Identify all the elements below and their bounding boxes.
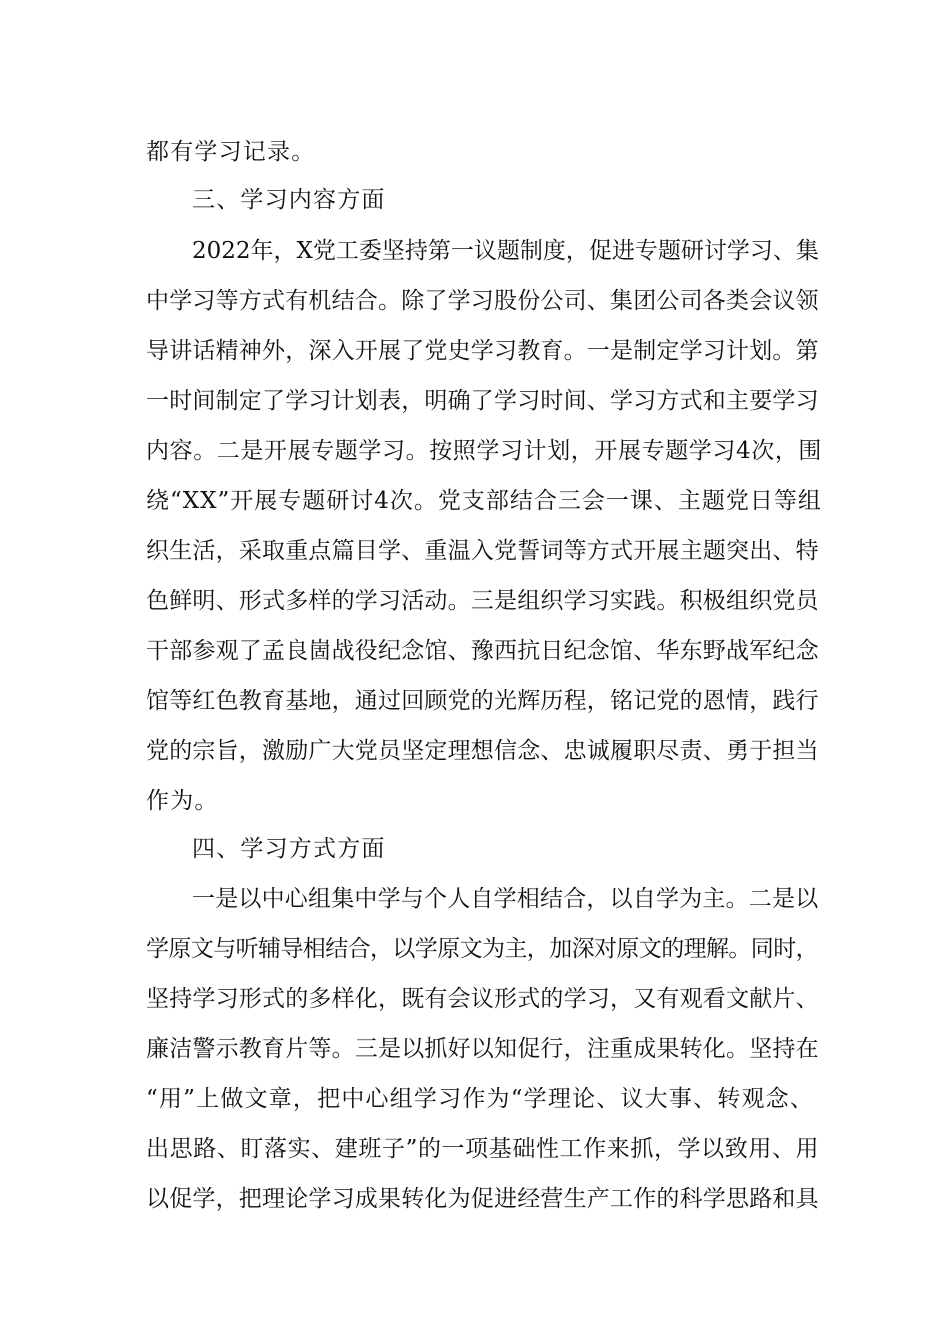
paragraph-line: 干部参观了孟良崮战役纪念馆、豫西抗日纪念馆、华东野战军纪念: [146, 638, 819, 664]
paragraph-line: 一是以中心组集中学与个人自学相结合，以自学为主。二是以: [192, 886, 819, 912]
paragraph-line: 中学习等方式有机结合。除了学习股份公司、集团公司各类会议领: [146, 288, 819, 314]
paragraph-line: 2022年，X党工委坚持第一议题制度，促进专题研讨学习、集: [192, 238, 819, 264]
paragraph-line: 色鲜明、形式多样的学习活动。三是组织学习实践。积极组织党员: [146, 588, 819, 614]
paragraph-line: 绕“XX”开展专题研讨4次。党支部结合三会一课、主题党日等组: [146, 488, 822, 514]
paragraph-line: 一时间制定了学习计划表，明确了学习时间、学习方式和主要学习: [146, 388, 819, 414]
paragraph-line: “用”上做文章，把中心组学习作为“学理论、议大事、转观念、: [146, 1086, 815, 1112]
paragraph-line: 以促学，把理论学习成果转化为促进经营生产工作的科学思路和具: [146, 1186, 819, 1212]
paragraph-line: 出思路、盯落实、建班子”的一项基础性工作来抓，学以致用、用: [146, 1136, 820, 1162]
paragraph-line: 织生活，采取重点篇目学、重温入党誓词等方式开展主题突出、特: [146, 538, 819, 564]
section-heading: 三、学习内容方面: [192, 187, 386, 213]
paragraph-line: 坚持学习形式的多样化，既有会议形式的学习，又有观看文献片、: [146, 986, 819, 1012]
paragraph-line: 馆等红色教育基地，通过回顾党的光辉历程，铭记党的恩情，践行: [146, 688, 819, 714]
paragraph-line: 作为。: [146, 788, 219, 814]
paragraph-line: 都有学习记录。: [146, 139, 316, 165]
paragraph-line: 导讲话精神外，深入开展了党史学习教育。一是制定学习计划。第: [146, 338, 819, 364]
section-heading: 四、学习方式方面: [192, 836, 386, 862]
paragraph-line: 学原文与听辅导相结合，以学原文为主，加深对原文的理解。同时，: [146, 936, 819, 962]
paragraph-line: 廉洁警示教育片等。三是以抓好以知促行，注重成果转化。坚持在: [146, 1036, 819, 1062]
paragraph-line: 党的宗旨，激励广大党员坚定理想信念、忠诚履职尽责、勇于担当: [146, 738, 819, 764]
paragraph-line: 内容。二是开展专题学习。按照学习计划，开展专题学习4次，围: [146, 438, 823, 464]
